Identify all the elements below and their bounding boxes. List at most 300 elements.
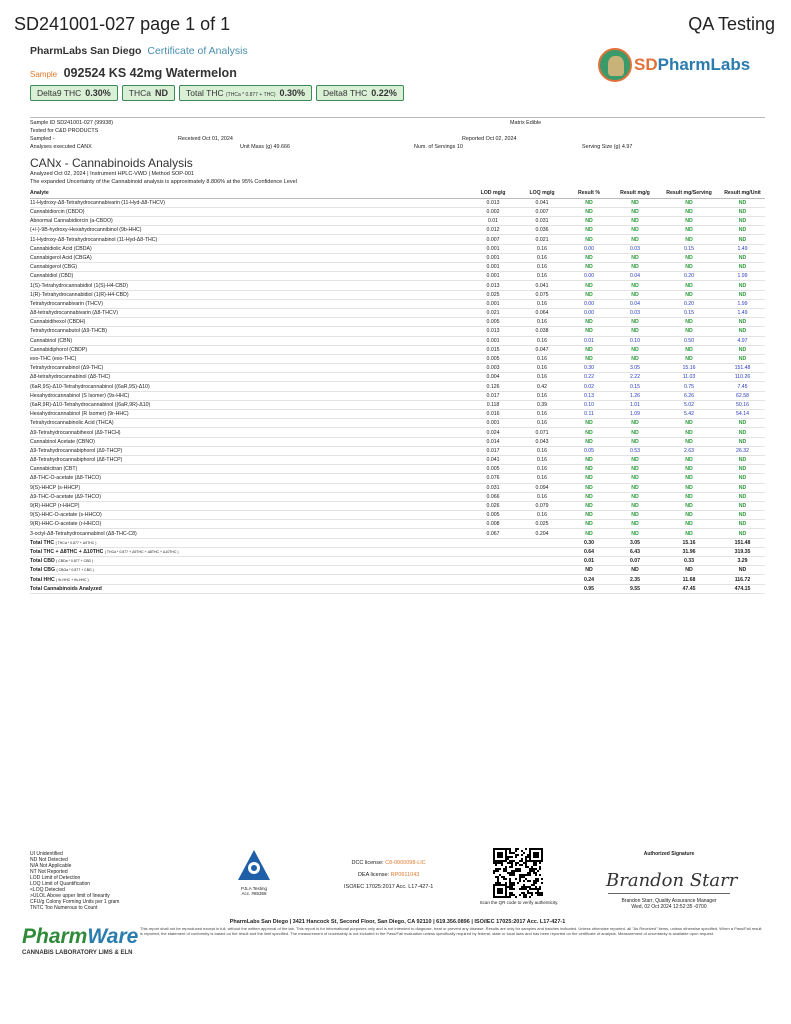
legend-item: LOD Limit of Detection <box>30 875 81 881</box>
analyte-value: 0.007 <box>468 235 518 244</box>
table-row <box>30 207 765 216</box>
analyte-value: 0.041 <box>518 281 566 290</box>
analyte-value: 0.15 <box>658 244 720 253</box>
analyte-value: 0.50 <box>658 336 720 345</box>
pjla-text: PJLA Testing Acc. #85368 <box>241 886 267 896</box>
analysis-meta: Analyzed Oct 02, 2024 | Instrument HPLC-VWD | Method SOP-001 <box>30 171 194 177</box>
analyte-value: 0.021 <box>518 235 566 244</box>
analyte-value: ND <box>566 529 612 538</box>
license-block <box>344 857 433 893</box>
analyte-value: ND <box>720 419 765 428</box>
analyte-value: 1.09 <box>612 410 658 419</box>
analyte-value: ND <box>566 263 612 272</box>
analyte-value: 0.026 <box>468 501 518 510</box>
table-row <box>30 465 765 474</box>
analyte-value: 0.001 <box>468 272 518 281</box>
legend-item: ND Not Detected <box>30 857 68 863</box>
analyte-name: 3-octyl-Δ8-Tetrahydrocannabinol (Δ8-THC-C8) <box>30 529 468 538</box>
analyte-value: ND <box>720 428 765 437</box>
analyte-value: 0.017 <box>468 446 518 455</box>
analyte-value: 0.066 <box>468 492 518 501</box>
analyte-value: ND <box>612 483 658 492</box>
table-row <box>30 364 765 373</box>
analyte-value: ND <box>720 492 765 501</box>
analyte-name: Δ8-tetrahydrocannabinol (Δ8-THC) <box>30 373 468 382</box>
analyte-value: 0.071 <box>518 428 566 437</box>
analyte-value: 0.01 <box>468 217 518 226</box>
analyte-value: ND <box>612 455 658 464</box>
abbreviation-legend <box>30 851 150 911</box>
analyte-name: Cannabigerol (CBG) <box>30 263 468 272</box>
analyte-value: 0.017 <box>468 391 518 400</box>
analyte-value: 0.16 <box>518 354 566 363</box>
table-row <box>30 437 765 446</box>
total-value: 3.05 <box>612 538 658 547</box>
analyte-value: 1.49 <box>720 244 765 253</box>
total-row <box>30 557 765 566</box>
analyte-value: 50.16 <box>720 400 765 409</box>
signature-line <box>608 893 730 894</box>
serving-size: Serving Size (g) 4.97 <box>582 144 633 150</box>
analyte-value: 3.05 <box>612 364 658 373</box>
analyte-value: ND <box>612 217 658 226</box>
sampled: Sampled - <box>30 136 55 142</box>
empty-cell <box>468 575 518 584</box>
analyte-value: 0.025 <box>468 290 518 299</box>
analyte-value: 0.076 <box>468 474 518 483</box>
total-value: ND <box>658 566 720 575</box>
total-value: 9.55 <box>612 584 658 593</box>
table-row <box>30 455 765 464</box>
analyte-value: ND <box>720 437 765 446</box>
total-name: Total THC + Δ8THC + Δ10THC ( THCa * 0.877 + Δ9THC + Δ8THC + Δ10THC ) <box>30 547 468 556</box>
total-value: 11.68 <box>658 575 720 584</box>
disclaimer: This report shall not be reproduced except in full, without the written approval of the lab. This report is for informational purposes only and is not intended to diagnose, treat or prevent any disease. Results are only for samples and batches indicated. Unless otherwise reported, all "As Received" items, unless otherwise specified. When a Pass/Fail result is reported, the statement of conformity is based on the result and the limit specified. The measurement of uncertainty is not included in the Pass/Fail evaluation unless specifically required by federal, state or local laws and has been reported on the certificate of analysis. Measurement of uncertainty is available upon request. <box>140 926 762 936</box>
analyte-value: 1.99 <box>720 272 765 281</box>
analyte-name: Cannabidiolic Acid (CBDA) <box>30 244 468 253</box>
analyte-value: ND <box>658 492 720 501</box>
qr-code-icon[interactable] <box>493 848 543 898</box>
total-value: 0.07 <box>612 557 658 566</box>
lab-line <box>30 45 248 57</box>
analyte-value: 0.42 <box>518 382 566 391</box>
total-row <box>30 538 765 547</box>
signature: Brandon Starr <box>606 870 738 891</box>
analyte-value: 0.16 <box>518 410 566 419</box>
analyte-value: ND <box>658 520 720 529</box>
analyte-value: 0.22 <box>566 373 612 382</box>
lab-address: PharmLabs San Diego | 3421 Hancock St, Second Floor, San Diego, CA 92110 | 619.356.0896 | ISO/IEC 17025:2017 Acc. L17-427-1 <box>229 919 566 925</box>
analyte-value: ND <box>720 207 765 216</box>
analyte-value: 0.004 <box>468 373 518 382</box>
analyte-value: 0.002 <box>468 207 518 216</box>
analyte-value: 26.32 <box>720 446 765 455</box>
analyte-value: 0.038 <box>518 327 566 336</box>
table-row <box>30 483 765 492</box>
analyte-value: 0.001 <box>468 419 518 428</box>
analyte-name: Tetrahydrocannabinolic Acid (THCA) <box>30 419 468 428</box>
analyte-value: ND <box>658 501 720 510</box>
analyte-value: ND <box>720 345 765 354</box>
analyte-value: 0.03 <box>612 308 658 317</box>
signatory: Brandon Starr, Quality Assurance Manager Wed, 02 Oct 2024 12:52:35 -0700 <box>621 898 717 910</box>
analyte-value: ND <box>658 483 720 492</box>
total-row <box>30 584 765 593</box>
analyte-value: 0.067 <box>468 529 518 538</box>
analyte-name: exo-THC (exo-THC) <box>30 354 468 363</box>
analyte-name: (6aR,9R)-Δ10-Tetrahydrocannabinol ((6aR,9R)-Δ10) <box>30 400 468 409</box>
header-result-mgg: Result mg/g <box>612 190 658 198</box>
analyte-value: 0.16 <box>518 419 566 428</box>
analyte-name: (6aR,9S)-Δ10-Tetrahydrocannabinol ((6aR,9S)-Δ10) <box>30 382 468 391</box>
analyte-name: Cannabicitran (CBT) <box>30 465 468 474</box>
analyte-value: ND <box>612 520 658 529</box>
total-value: ND <box>720 566 765 575</box>
total-value: 116.72 <box>720 575 765 584</box>
analyte-value: 0.16 <box>518 299 566 308</box>
table-row <box>30 446 765 455</box>
analyte-value: 1.49 <box>720 308 765 317</box>
total-name: Total THC ( THCa * 0.877 + Δ9THC ) <box>30 538 468 547</box>
analyte-value: ND <box>658 235 720 244</box>
analyte-name: (+/-)-9B-hydroxy-Hexahydrocannibinol (9b-HHC) <box>30 226 468 235</box>
document-id: SD241001-027 page 1 of 1 <box>14 14 231 34</box>
analyte-value: ND <box>658 226 720 235</box>
table-row <box>30 400 765 409</box>
analyte-value: ND <box>658 465 720 474</box>
sample-line <box>30 66 237 80</box>
total-name: Total Cannabinoids Analyzed <box>30 584 468 593</box>
analyte-value: 0.003 <box>468 364 518 373</box>
received: Received Oct 01, 2024 <box>178 136 233 142</box>
analyte-name: Δ8-THC-O-acetate (Δ8-THCO) <box>30 474 468 483</box>
analyte-value: 0.05 <box>566 446 612 455</box>
analyte-value: 4.97 <box>720 336 765 345</box>
analyte-value: 0.00 <box>566 308 612 317</box>
table-row <box>30 391 765 400</box>
analyte-name: Cannabidiol (CBD) <box>30 272 468 281</box>
uncertainty-note: The expanded Uncertainty of the Cannabinoid analysis is approximately 8.806% at the 95% Confidence Level <box>30 179 297 185</box>
analyte-value: ND <box>566 511 612 520</box>
table-row <box>30 354 765 363</box>
table-row <box>30 410 765 419</box>
analyte-value: 0.014 <box>468 437 518 446</box>
analyte-name: Cannabigerol Acid (CBGA) <box>30 253 468 262</box>
analyte-value: ND <box>612 198 658 207</box>
analyte-value: 0.126 <box>468 382 518 391</box>
analyte-name: 11-Hydroxy-Δ8-Tetrahydrocannabivarin (11-Hyd-Δ8-THCV) <box>30 198 468 207</box>
analyte-value: ND <box>612 437 658 446</box>
table-row <box>30 373 765 382</box>
analyte-value: ND <box>658 428 720 437</box>
total-value: 0.33 <box>658 557 720 566</box>
analyte-value: ND <box>612 529 658 538</box>
analyte-value: ND <box>566 290 612 299</box>
analyte-value: ND <box>566 465 612 474</box>
lab-name: PharmLabs San Diego <box>30 45 142 57</box>
analyte-value: 1.99 <box>720 299 765 308</box>
analyte-value: 110.26 <box>720 373 765 382</box>
analyte-value: 2.22 <box>612 373 658 382</box>
header-lod: LOD mg/g <box>468 190 518 198</box>
total-value: 319.35 <box>720 547 765 556</box>
analyte-value: 0.16 <box>518 474 566 483</box>
analyte-value: ND <box>566 501 612 510</box>
analyte-value: 0.16 <box>518 446 566 455</box>
analyte-value: ND <box>566 492 612 501</box>
qa-label: QA Testing <box>688 14 775 34</box>
analyte-value: ND <box>612 290 658 299</box>
analyte-value: 0.031 <box>518 217 566 226</box>
badge-delta9-thc: Delta9 THC 0.30% <box>30 85 118 101</box>
table-row <box>30 217 765 226</box>
analyte-value: 0.047 <box>518 345 566 354</box>
header-loq: LOQ mg/g <box>518 190 566 198</box>
cannabinoids-table <box>30 190 765 594</box>
empty-cell <box>468 538 518 547</box>
empty-cell <box>518 557 566 566</box>
analyte-value: 0.094 <box>518 483 566 492</box>
analyte-value: 7.45 <box>720 382 765 391</box>
empty-cell <box>468 566 518 575</box>
analyte-value: ND <box>658 529 720 538</box>
analyte-value: 0.16 <box>518 492 566 501</box>
analyte-value: ND <box>612 327 658 336</box>
total-value: 0.95 <box>566 584 612 593</box>
analyte-value: 15.16 <box>658 364 720 373</box>
total-value: 2.35 <box>612 575 658 584</box>
dea-license: DEA license: RP0611043 <box>357 872 420 878</box>
empty-cell <box>518 566 566 575</box>
analyte-value: 0.00 <box>566 272 612 281</box>
analyte-value: ND <box>658 217 720 226</box>
analyte-value: 0.001 <box>468 299 518 308</box>
legend-item: CFU/g Colony Forming Units per 1 gram <box>30 899 120 905</box>
analyte-value: 0.008 <box>468 520 518 529</box>
analyte-name: Δ9-Tetrahydrocannabihexol (Δ9-THCH) <box>30 428 468 437</box>
total-value: 474.15 <box>720 584 765 593</box>
analyte-value: 0.001 <box>468 336 518 345</box>
analyte-value: 5.42 <box>658 410 720 419</box>
analyte-name: Hexahydrocannabinol (R Isomer) (9r-HHC) <box>30 410 468 419</box>
analyte-name: Δ8-tetrahydrocannabivarin (Δ8-THCV) <box>30 308 468 317</box>
sample-info <box>30 117 765 152</box>
analyte-value: 0.16 <box>518 364 566 373</box>
analyte-value: 0.005 <box>468 318 518 327</box>
sample-label: Sample <box>30 70 58 79</box>
analyte-value: ND <box>566 483 612 492</box>
table-row <box>30 336 765 345</box>
table-row <box>30 474 765 483</box>
analyte-value: ND <box>658 253 720 262</box>
analyte-value: ND <box>720 474 765 483</box>
table-row <box>30 198 765 207</box>
analyte-value: 0.20 <box>658 272 720 281</box>
table-row <box>30 428 765 437</box>
tested-for: Tested for C&D PRODUCTS <box>30 128 99 134</box>
sample-id: Sample ID SD241001-027 (99938) <box>30 120 114 126</box>
analyte-value: ND <box>720 290 765 299</box>
analyte-value: ND <box>566 437 612 446</box>
legend-item: TNTC Too Numerous to Count <box>30 905 98 911</box>
total-name: Total CBG ( CBGa * 0.877 + CBG ) <box>30 566 468 575</box>
empty-cell <box>518 538 566 547</box>
header-analyte: Analyte <box>30 190 468 198</box>
analyte-value: 0.064 <box>518 308 566 317</box>
analyte-value: ND <box>720 263 765 272</box>
analyte-name: 1(S)-Tetrahydrocannabidiol (1(S)-H4-CBD) <box>30 281 468 290</box>
analyte-value: ND <box>658 198 720 207</box>
qr-caption: Scan the QR code to verify authenticity. <box>479 900 559 905</box>
analyte-value: 0.16 <box>518 263 566 272</box>
total-value: 3.29 <box>720 557 765 566</box>
empty-cell <box>468 547 518 556</box>
analyte-value: 0.16 <box>518 391 566 400</box>
analyte-value: ND <box>658 511 720 520</box>
analyte-value: 0.04 <box>612 299 658 308</box>
table-row <box>30 281 765 290</box>
analyte-value: ND <box>566 235 612 244</box>
analyte-value: ND <box>720 483 765 492</box>
empty-cell <box>468 584 518 593</box>
table-row <box>30 226 765 235</box>
analyte-value: 0.16 <box>518 272 566 281</box>
table-row <box>30 511 765 520</box>
analyte-value: ND <box>612 263 658 272</box>
analyte-value: ND <box>658 207 720 216</box>
header-result-serving: Result mg/Serving <box>658 190 720 198</box>
analyte-value: 0.036 <box>518 226 566 235</box>
total-row <box>30 547 765 556</box>
total-value: 0.24 <box>566 575 612 584</box>
analyte-name: 9(R)-HHCP (r-HHCP) <box>30 501 468 510</box>
analyte-value: 0.079 <box>518 501 566 510</box>
table-row <box>30 253 765 262</box>
analyte-value: 0.16 <box>518 511 566 520</box>
matrix: Matrix Edible <box>510 120 542 126</box>
analyte-value: 0.001 <box>468 244 518 253</box>
empty-cell <box>468 557 518 566</box>
analyte-name: Hexahydrocannabinol (S Isomer) (9s-HHC) <box>30 391 468 400</box>
analyte-value: 54.14 <box>720 410 765 419</box>
analyte-name: 11-Hydroxy-Δ8-Tetrahydrocannabinol (11-Hyd-Δ8-THC) <box>30 235 468 244</box>
sdpharmlabs-logo: SDPharmLabs <box>634 55 751 74</box>
analyte-value: ND <box>720 253 765 262</box>
badge-thca: THCa ND <box>122 85 175 101</box>
analyte-value: ND <box>566 207 612 216</box>
analyte-value: ND <box>720 455 765 464</box>
table-row <box>30 263 765 272</box>
analyte-value: 5.02 <box>658 400 720 409</box>
analyte-value: ND <box>658 345 720 354</box>
analyte-value: 1.26 <box>612 391 658 400</box>
analyte-value: ND <box>720 520 765 529</box>
analyte-value: 0.012 <box>468 226 518 235</box>
total-value: 47.45 <box>658 584 720 593</box>
empty-cell <box>518 584 566 593</box>
analyte-value: 0.00 <box>566 299 612 308</box>
analyte-value: ND <box>612 253 658 262</box>
analyte-name: Abnormal Cannabidiorcin (a-CBDO) <box>30 217 468 226</box>
table-row <box>30 492 765 501</box>
summary-badges <box>30 85 404 101</box>
analyte-value: ND <box>612 419 658 428</box>
total-row <box>30 575 765 584</box>
badge-delta8-thc: Delta8 THC 0.22% <box>316 85 404 101</box>
analyte-value: ND <box>566 217 612 226</box>
analyte-value: 0.015 <box>468 345 518 354</box>
analyte-value: ND <box>566 474 612 483</box>
analyte-name: 9(S)-HHCP (s-HHCP) <box>30 483 468 492</box>
analyte-value: 0.025 <box>518 520 566 529</box>
analyte-name: Tetrahydrocannabinol (Δ9-THC) <box>30 364 468 373</box>
analyte-name: Δ8-Tetrahydrocannabiphorol (Δ8-THCP) <box>30 455 468 464</box>
total-row <box>30 566 765 575</box>
analyte-value: 0.013 <box>468 198 518 207</box>
analyte-value: 0.75 <box>658 382 720 391</box>
analyte-value: 0.11 <box>566 410 612 419</box>
analyte-value: 0.16 <box>518 455 566 464</box>
analyte-name: 9(R)-HHC-O-acetate (r-HHCO) <box>30 520 468 529</box>
empty-cell <box>518 575 566 584</box>
total-value: 0.01 <box>566 557 612 566</box>
legend-item: UI Unidentified <box>30 851 63 857</box>
analyte-value: 0.005 <box>468 511 518 520</box>
analyte-value: ND <box>566 419 612 428</box>
analyte-value: ND <box>658 327 720 336</box>
analyte-value: ND <box>720 511 765 520</box>
analyte-value: 62.58 <box>720 391 765 400</box>
analyte-value: ND <box>612 235 658 244</box>
analyte-value: 0.024 <box>468 428 518 437</box>
analyte-name: Tetrahydrocannabivarin (THCV) <box>30 299 468 308</box>
analyte-value: ND <box>612 226 658 235</box>
total-value: 15.16 <box>658 538 720 547</box>
analyte-value: ND <box>658 263 720 272</box>
analyte-value: ND <box>658 419 720 428</box>
table-row <box>30 345 765 354</box>
analyte-value: 0.001 <box>468 263 518 272</box>
iso-accreditation: ISO/IEC 17025:2017 Acc. L17-427-1 <box>344 884 434 890</box>
analyte-value: ND <box>720 501 765 510</box>
analyte-value: 0.016 <box>468 410 518 419</box>
section-title: CANx - Cannabinoids Analysis <box>30 156 193 170</box>
analyte-value: ND <box>612 465 658 474</box>
pharmware-tagline: CANNABIS LABORATORY LIMS & ELN <box>22 950 133 956</box>
analyte-value: ND <box>612 474 658 483</box>
analyte-value: 0.204 <box>518 529 566 538</box>
table-row <box>30 318 765 327</box>
total-name: Total HHC ( 9r-HHC + 9s-HHC ) <box>30 575 468 584</box>
analyte-value: 0.043 <box>518 437 566 446</box>
pjla-logo-icon <box>236 848 272 884</box>
badge-total-thc: Total THC (THCa * 0.877 + THC) 0.30% <box>179 85 312 101</box>
analyte-value: ND <box>612 281 658 290</box>
analyte-value: ND <box>720 529 765 538</box>
analyte-value: 0.30 <box>566 364 612 373</box>
analyte-value: ND <box>658 318 720 327</box>
analyte-value: 2.63 <box>658 446 720 455</box>
analyte-value: ND <box>612 345 658 354</box>
analyte-value: 0.10 <box>612 336 658 345</box>
analyte-value: 0.16 <box>518 465 566 474</box>
analyte-name: Cannabidiorcin (CBDO) <box>30 207 468 216</box>
analyte-value: 0.005 <box>468 354 518 363</box>
signature-header: Authorized Signature <box>643 851 695 857</box>
analyte-value: 0.031 <box>468 483 518 492</box>
analyte-value: ND <box>566 198 612 207</box>
analyte-value: ND <box>566 428 612 437</box>
